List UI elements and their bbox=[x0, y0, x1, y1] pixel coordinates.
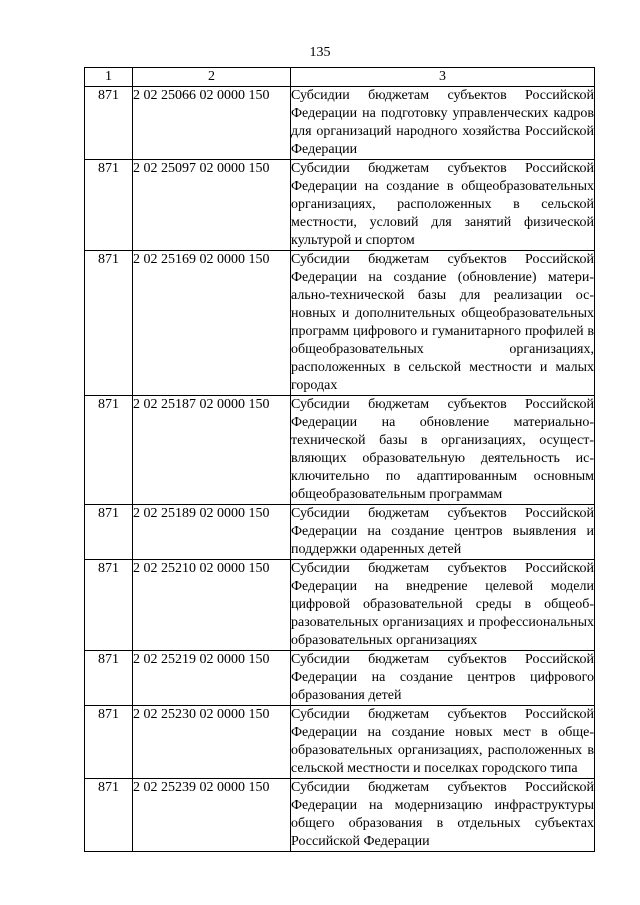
revenue-code-cell: 2 02 25189 02 0000 150 bbox=[133, 505, 291, 560]
revenue-name-cell: Субсидии бюджетам субъектов Российской Федерации на обновление материально-технической базы в организациях, осуществляющих образовательную деятельность исключительно по адаптированным основным общеобразовательным программам bbox=[291, 396, 595, 505]
revenue-name-cell: Субсидии бюджетам субъектов Российской Федерации на подготовку управленческих кадров для организаций народного хозяйства Российской Федерации bbox=[291, 87, 595, 160]
chapter-code-cell: 871 bbox=[85, 706, 133, 779]
chapter-code-cell: 871 bbox=[85, 651, 133, 706]
chapter-code-cell: 871 bbox=[85, 396, 133, 505]
chapter-code-cell: 871 bbox=[85, 560, 133, 651]
table-row bbox=[85, 560, 595, 651]
revenue-name-cell: Субсидии бюджетам субъектов Российской Федерации на внедрение целевой модели цифровой образовательной среды в общеобразовательных организациях и профессиональных образовательных организациях bbox=[291, 560, 595, 651]
revenue-code-cell: 2 02 25169 02 0000 150 bbox=[133, 251, 291, 396]
table-row bbox=[85, 251, 595, 396]
revenue-name-cell: Субсидии бюджетам субъектов Российской Федерации на создание (обновление) материально-технической базы для реализации основных и дополнительных общеобразовательных программ цифрового и гуманитарного профилей в общеобразовательных организациях, расположенных в сельской местности и малых городах bbox=[291, 251, 595, 396]
revenue-code-cell: 2 02 25219 02 0000 150 bbox=[133, 651, 291, 706]
chapter-code-cell: 871 bbox=[85, 160, 133, 251]
table-row bbox=[85, 779, 595, 852]
table-row bbox=[85, 651, 595, 706]
table-row bbox=[85, 160, 595, 251]
revenue-code-cell: 2 02 25239 02 0000 150 bbox=[133, 779, 291, 852]
revenue-code-cell: 2 02 25187 02 0000 150 bbox=[133, 396, 291, 505]
table-row bbox=[85, 505, 595, 560]
column-header-2: 2 bbox=[133, 68, 291, 87]
revenue-name-cell: Субсидии бюджетам субъектов Российской Федерации на модернизацию инфраструктуры общего образования в отдельных субъектах Российской Федерации bbox=[291, 779, 595, 852]
revenue-name-cell: Субсидии бюджетам субъектов Российской Федерации на создание центров выявления и поддержки одаренных детей bbox=[291, 505, 595, 560]
revenue-code-cell: 2 02 25097 02 0000 150 bbox=[133, 160, 291, 251]
revenue-name-cell: Субсидии бюджетам субъектов Российской Федерации на создание новых мест в общеобразовательных организациях, расположенных в сельской местности и поселках городского типа bbox=[291, 706, 595, 779]
table-row bbox=[85, 87, 595, 160]
revenue-code-cell: 2 02 25210 02 0000 150 bbox=[133, 560, 291, 651]
chapter-code-cell: 871 bbox=[85, 779, 133, 852]
revenue-name-cell: Субсидии бюджетам субъектов Российской Федерации на создание центров цифрового образования детей bbox=[291, 651, 595, 706]
table-row bbox=[85, 396, 595, 505]
revenue-code-cell: 2 02 25066 02 0000 150 bbox=[133, 87, 291, 160]
table-row bbox=[85, 706, 595, 779]
budget-classification-table bbox=[84, 67, 595, 852]
chapter-code-cell: 871 bbox=[85, 87, 133, 160]
table-header-row bbox=[85, 68, 595, 87]
page-number: 135 bbox=[309, 45, 331, 60]
revenue-code-cell: 2 02 25230 02 0000 150 bbox=[133, 706, 291, 779]
column-header-3: 3 bbox=[291, 68, 595, 87]
revenue-name-cell: Субсидии бюджетам субъектов Российской Федерации на создание в общеобразовательных организациях, расположенных в сельской местности, условий для занятий физической культурой и спортом bbox=[291, 160, 595, 251]
chapter-code-cell: 871 bbox=[85, 505, 133, 560]
column-header-1: 1 bbox=[85, 68, 133, 87]
chapter-code-cell: 871 bbox=[85, 251, 133, 396]
